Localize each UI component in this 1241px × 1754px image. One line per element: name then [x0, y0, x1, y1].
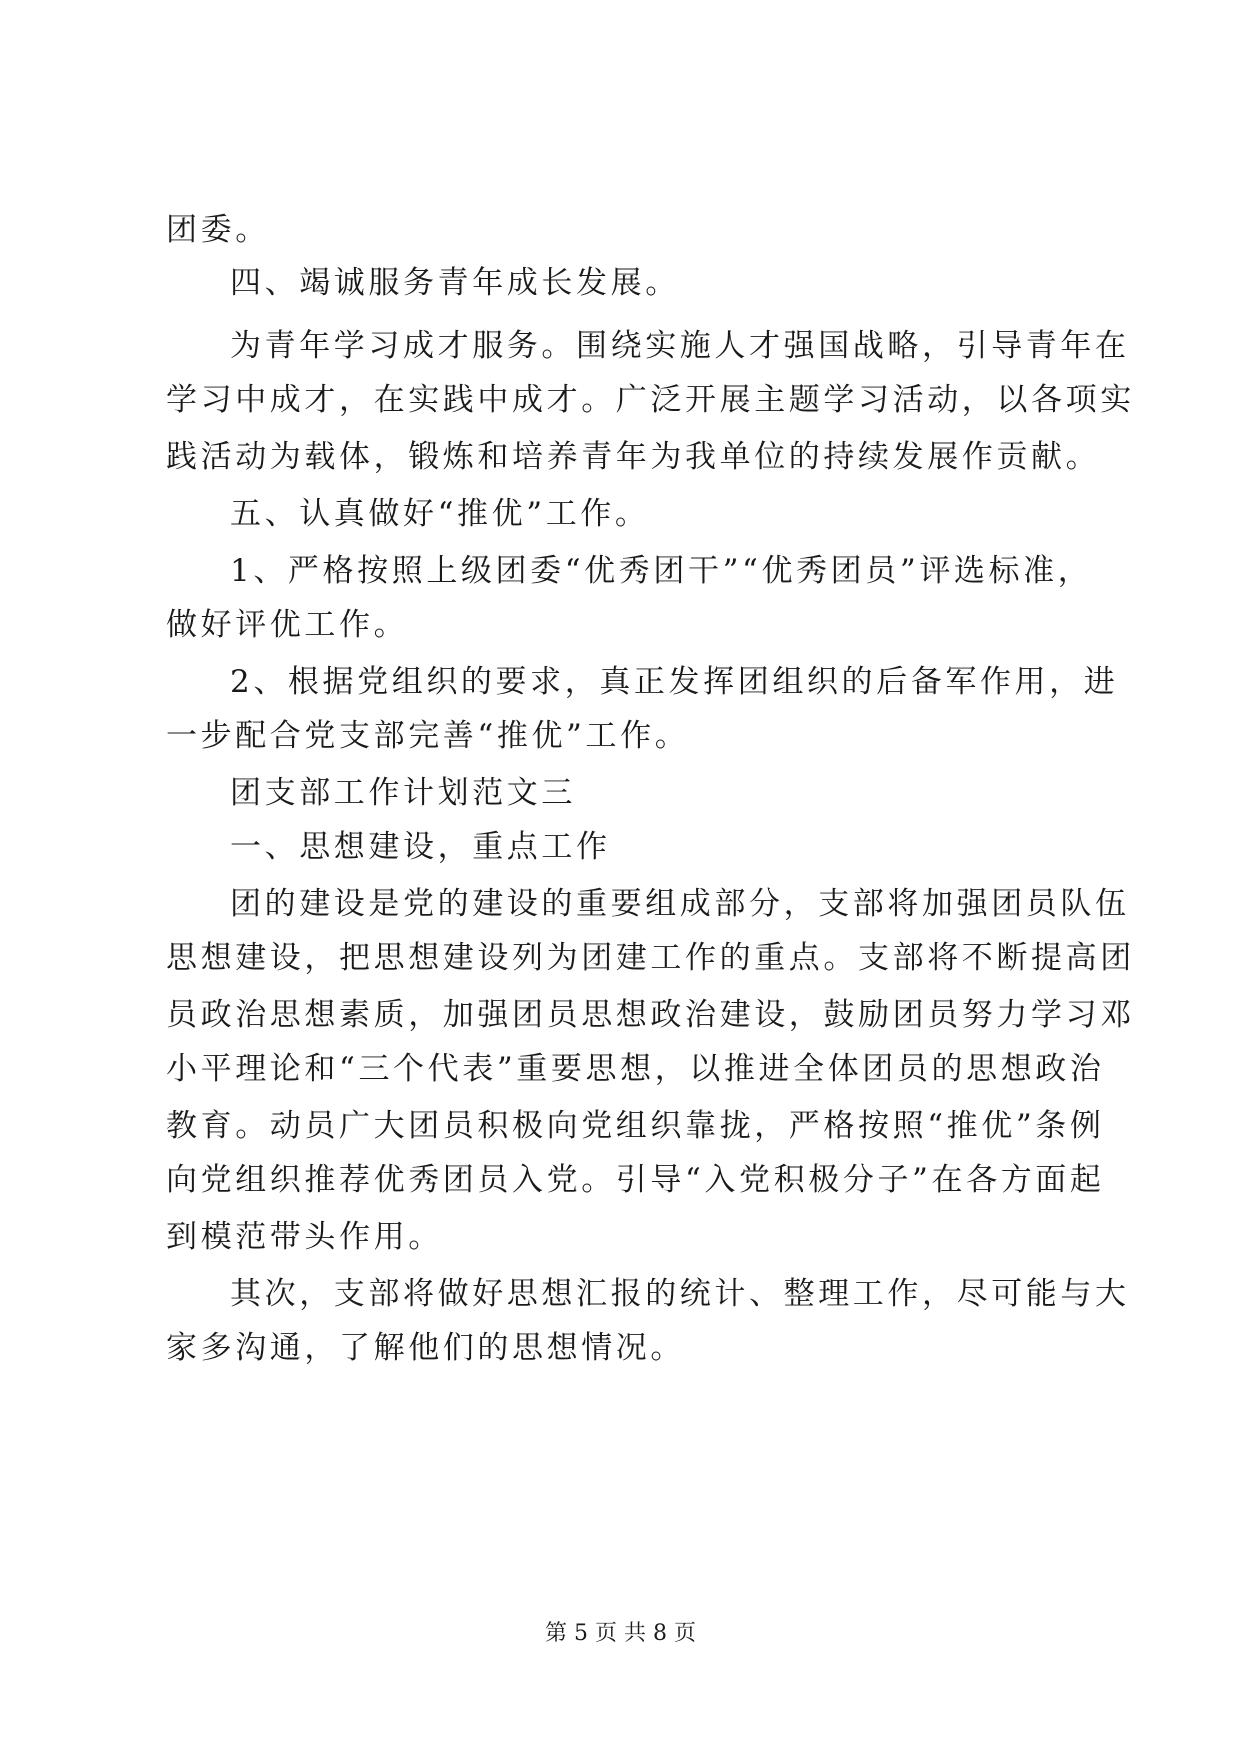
- text-line: 向党组织推荐优秀团员入党。引导“入党积极分子”在各方面起: [166, 1162, 1105, 1198]
- text-line: 团委。: [166, 212, 270, 248]
- text-line: 家多沟通，了解他们的思想情况。: [166, 1330, 685, 1366]
- document-subtitle: 团支部工作计划范文三: [230, 775, 576, 811]
- section-heading-5: 五、认真做好“推优”工作。: [230, 496, 650, 532]
- text-line: 小平理论和“三个代表”重要思想，以推进全体团员的思想政治: [166, 1051, 1105, 1087]
- text-line: 其次，支部将做好思想汇报的统计、整理工作，尽可能与大: [230, 1276, 1130, 1312]
- text-line: 思想建设，把思想建设列为团建工作的重点。支部将不断提高团: [166, 940, 1135, 976]
- text-line: 员政治思想素质，加强团员思想政治建设，鼓励团员努力学习邓: [166, 997, 1135, 1033]
- text-line: 为青年学习成才服务。围绕实施人才强国战略，引导青年在: [230, 328, 1130, 364]
- text-line: 1、严格按照上级团委“优秀团干”“优秀团员”评选标准，: [230, 553, 1093, 589]
- text-line: 2、根据党组织的要求，真正发挥团组织的后备军作用，进: [230, 664, 1119, 700]
- text-line: 教育。动员广大团员积极向党组织靠拢，严格按照“推优”条例: [166, 1108, 1105, 1144]
- text-line: 做好评优工作。: [166, 607, 409, 643]
- page-number: 第 5 页 共 8 页: [545, 1621, 696, 1646]
- section-heading-1: 一、思想建设，重点工作: [230, 829, 611, 865]
- text-line: 团的建设是党的建设的重要组成部分，支部将加强团员队伍: [230, 886, 1130, 922]
- section-heading-4: 四、竭诚服务青年成长发展。: [230, 265, 680, 301]
- text-line: 学习中成才，在实践中成才。广泛开展主题学习活动，以各项实: [166, 382, 1135, 418]
- text-line: 到模范带头作用。: [166, 1219, 443, 1255]
- text-line: 一步配合党支部完善“推优”工作。: [166, 718, 690, 754]
- text-line: 践活动为载体，锻炼和培养青年为我单位的持续发展作贡献。: [166, 439, 1101, 475]
